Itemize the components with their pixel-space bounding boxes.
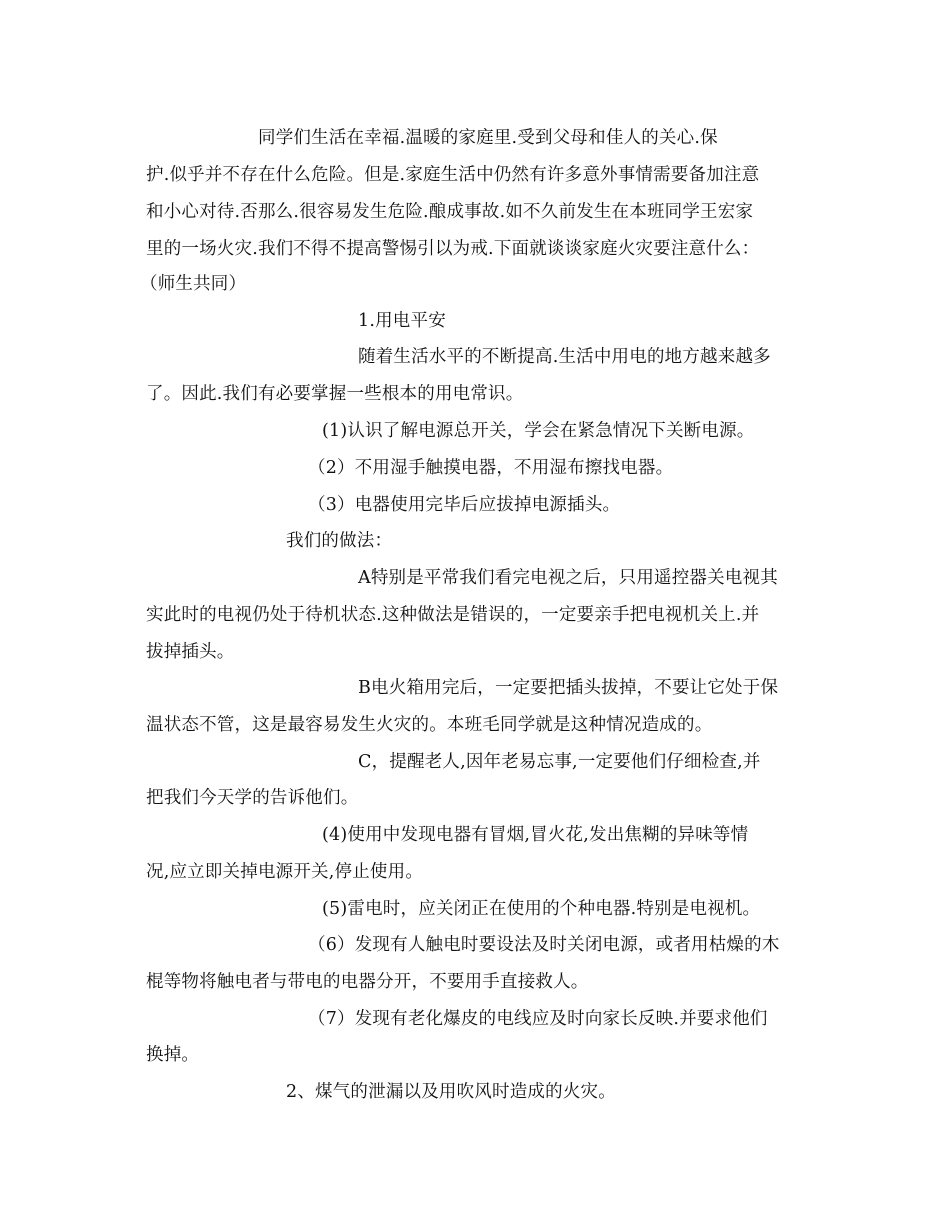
list-item-7-line-1: （7）发现有老化爆皮的电线应及时向家长反映.并要求他们 (308, 1009, 768, 1029)
subheading-our-practice: 我们的做法： (286, 531, 393, 551)
practice-b-line-2: 温状态不管，这是最容易发生火灾的。本班毛同学就是这种情况造成的。 (146, 715, 713, 735)
section-heading-gas: 2、煤气的泄漏以及用吹风时造成的火灾。 (286, 1082, 616, 1102)
paragraph-intro-line-1: 同学们生活在幸福.温暖的家庭里.受到父母和佳人的关心.保 (258, 128, 718, 148)
list-item-7-line-2: 换掉。 (146, 1045, 200, 1065)
section-heading-electricity: 1.用电平安 (358, 311, 446, 331)
paragraph-intro-line-5: （师生共同） (140, 274, 247, 294)
paragraph-intro-line-3: 和小心对待.否那么.很容易发生危险.酿成事故.如不久前发生在本班同学王宏家 (146, 202, 754, 222)
paragraph-intro-line-2: 护.似乎并不存在什么危险。但是.家庭生活中仍然有许多意外事情需要备加注意 (146, 165, 760, 185)
list-item-5: (5)雷电时，应关闭正在使用的个种电器.特别是电视机。 (322, 899, 761, 919)
paragraph-electricity-line-1: 随着生活水平的不断提高.生活中用电的地方越来越多 (358, 347, 771, 367)
list-item-2: （2）不用湿手触摸电器，不用湿布擦找电器。 (308, 458, 674, 478)
practice-c-line-1: C，提醒老人,因年老易忘事,一定要他们仔细检查,并 (358, 752, 761, 772)
practice-c-line-2: 把我们今天学的告诉他们。 (146, 788, 359, 808)
list-item-4-line-1: (4)使用中发现电器有冒烟,冒火花,发出焦糊的异味等情 (322, 825, 749, 845)
paragraph-electricity-line-2: 了。因此.我们有必要掌握一些根本的用电常识。 (146, 384, 524, 404)
practice-a-line-2: 实此时的电视仍处于待机状态.这种做法是错误的，一定要亲手把电视机关上.并 (146, 605, 760, 625)
practice-b-line-1: B电火箱用完后，一定要把插头拔掉，不要让它处于保 (358, 678, 779, 698)
paragraph-intro-line-4: 里的一场火灾.我们不得不提高警惕引以为戒.下面就谈谈家庭火灾要注意什么： (146, 239, 760, 259)
practice-a-line-3: 拔掉插头。 (146, 642, 235, 662)
list-item-3: （3）电器使用完毕后应拔掉电源插头。 (308, 495, 621, 515)
list-item-6-line-2: 棍等物将触电者与带电的电器分开，不要用手直接救人。 (146, 972, 589, 992)
list-item-1: (1)认识了解电源总开关，学会在紧急情况下关断电源。 (322, 421, 755, 441)
list-item-6-line-1: （6）发现有人触电时要设法及时关闭电源，或者用枯燥的木 (308, 935, 780, 955)
list-item-4-line-2: 况,应立即关掉电源开关,停止使用。 (146, 862, 424, 882)
practice-a-line-1: A特别是平常我们看完电视之后，只用遥控器关电视其 (358, 568, 778, 588)
